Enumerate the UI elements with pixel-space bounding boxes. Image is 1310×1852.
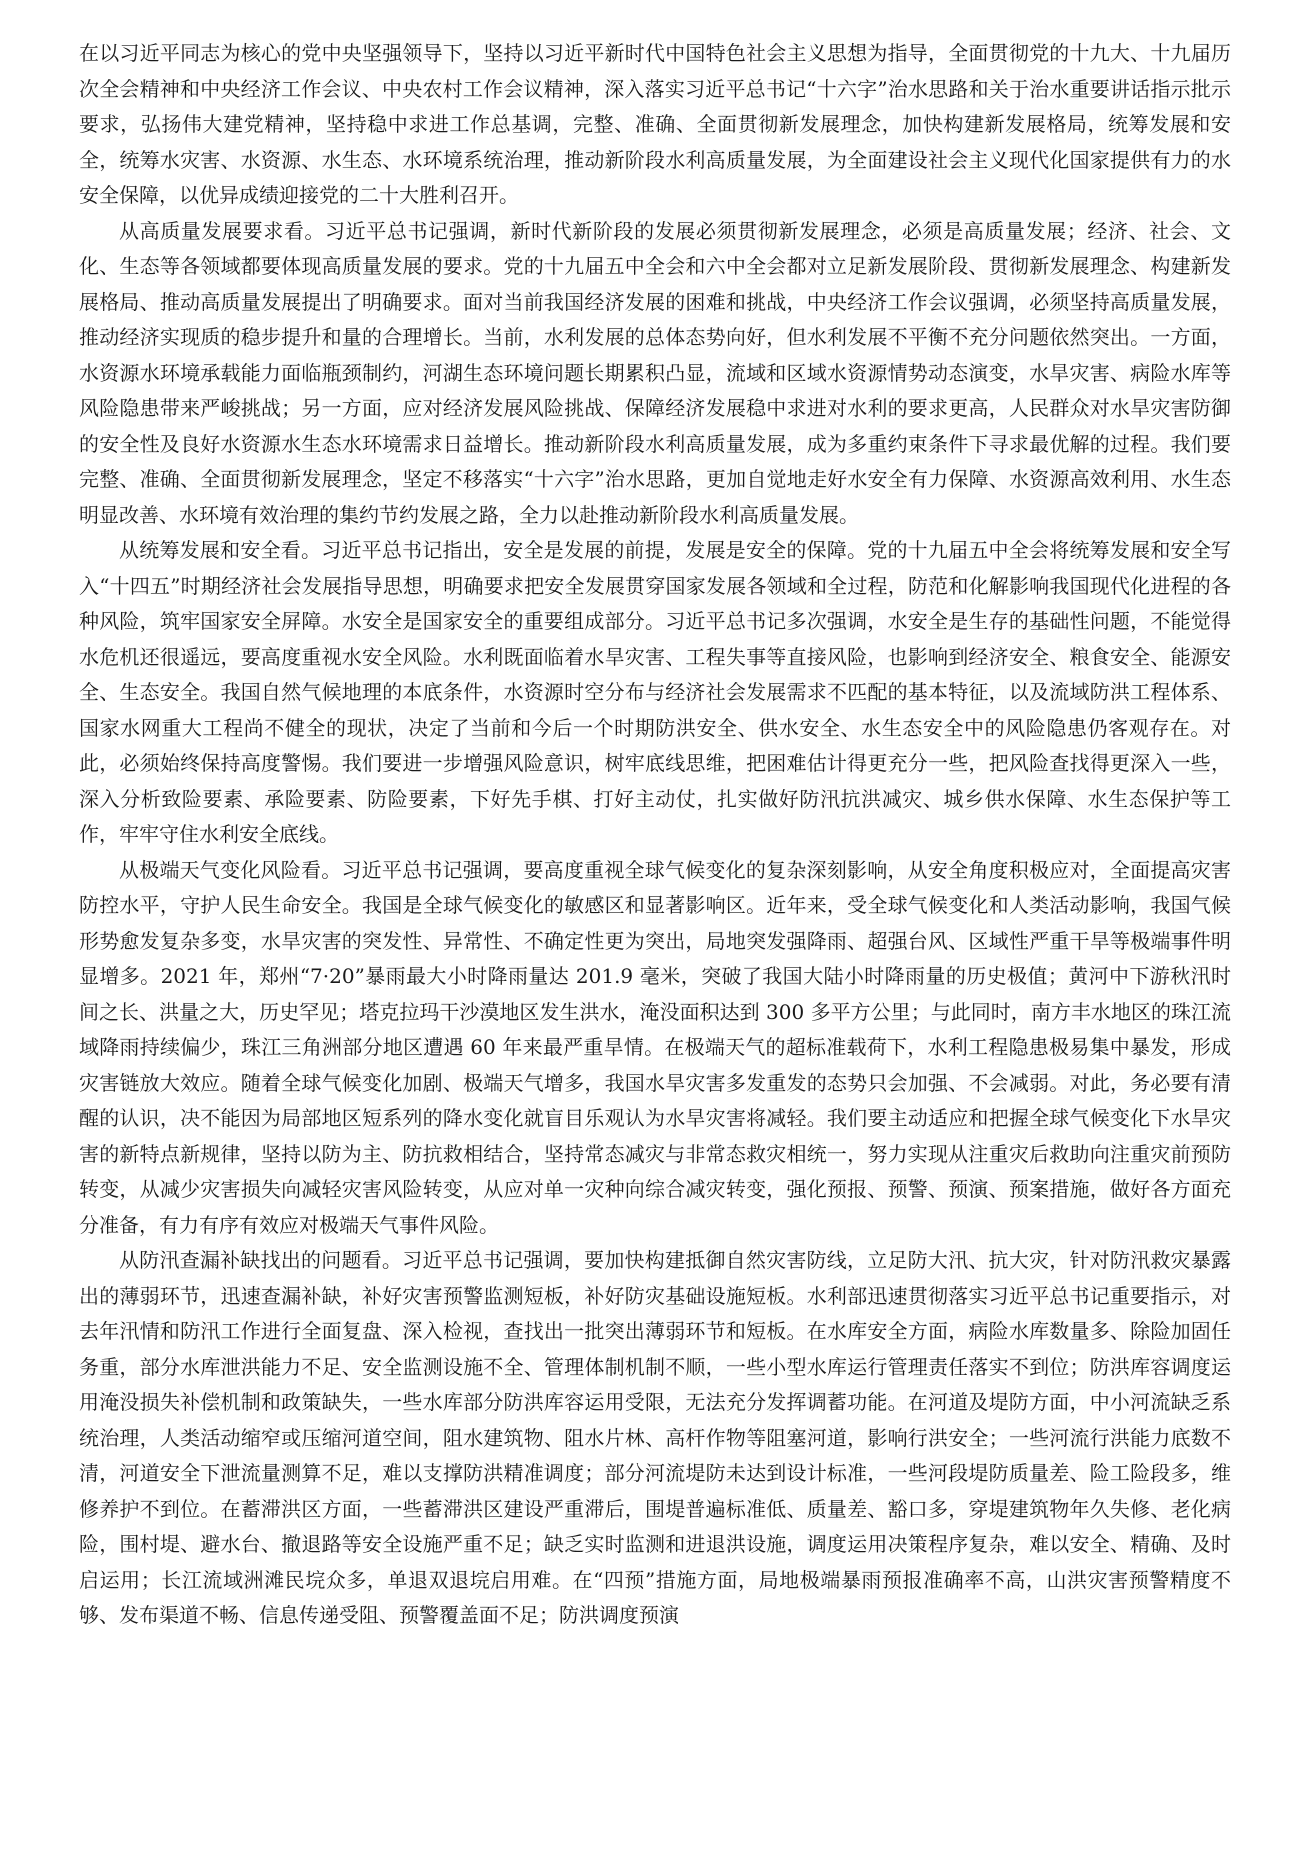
paragraph-flood-control-gaps: 从防汛查漏补缺找出的问题看。习近平总书记强调，要加快构建抵御自然灾害防线，立足防大汛、抗大灾，针对防汛救灾暴露出的薄弱环节，迅速查漏补缺，补好灾害预警监测短板，补好防灾基础设施短板。水利部迅速贯彻落实习近平总书记重要指示，对去年汛情和防汛工作进行全面复盘、深入检视，查找出一批突出薄弱环节和短板。在水库安全方面，病险水库数量多、除险加固任务重，部分水库泄洪能力不足、安全监测设施不全、管理体制机制不顺，一些小型水库运行管理责任落实不到位；防洪库容调度运用淹没损失补偿机制和政策缺失，一些水库部分防洪库容运用受限，无法充分发挥调蓄功能。在河道及堤防方面，中小河流缺乏系统治理，人类活动缩窄或压缩河道空间，阻水建筑物、阻水片林、高杆作物等阻塞河道，影响行洪安全；一些河流行洪能力底数不清，河道安全下泄流量测算不足，难以支撑防洪精准调度；部分河流堤防未达到设计标准，一些河段堤防质量差、险工险段多，维修养护不到位。在蓄滞洪区方面，一些蓄滞洪区建设严重滞后，围堤普遍标准低、质量差、豁口多，穿堤建筑物年久失修、老化病险，围村堤、避水台、撤退路等安全设施严重不足；缺乏实时监测和进退洪设施，调度运用决策程序复杂，难以安全、精确、及时启运用；长江流域洲滩民垸众多，单退双退垸启用难。在“四预”措施方面，局地极端暴雨预报准确率不高，山洪灾害预警精度不够、发布渠道不畅、信息传递受阻、预警覆盖面不足；防洪调度预演 <box>79 1248 1231 1627</box>
paragraph-high-quality-development: 从高质量发展要求看。习近平总书记强调，新时代新阶段的发展必须贯彻新发展理念，必须是高质量发展；经济、社会、文化、生态等各领域都要体现高质量发展的要求。党的十九届五中全会和六中全会都对立足新发展阶段、贯彻新发展理念、构建新发展格局、推动高质量发展提出了明确要求。面对当前我国经济发展的困难和挑战，中央经济工作会议强调，必须坚持高质量发展，推动经济实现质的稳步提升和量的合理增长。当前，水利发展的总体态势向好，但水利发展不平衡不充分问题依然突出。一方面，水资源水环境承载能力面临瓶颈制约，河湖生态环境问题长期累积凸显，流域和区域水资源情势动态演变，水旱灾害、病险水库等风险隐患带来严峻挑战；另一方面，应对经济发展风险挑战、保障经济发展稳中求进对水利的要求更高，人民群众对水旱灾害防御的安全性及良好水资源水生态水环境需求日益增长。推动新阶段水利高质量发展，成为多重约束条件下寻求最优解的过程。我们要完整、准确、全面贯彻新发展理念，坚定不移落实“十六字”治水思路，更加自觉地走好水安全有力保障、水资源高效利用、水生态明显改善、水环境有效治理的集约节约发展之路，全力以赴推动新阶段水利高质量发展。 <box>79 218 1231 527</box>
paragraph-development-and-security: 从统筹发展和安全看。习近平总书记指出，安全是发展的前提，发展是安全的保障。党的十九届五中全会将统筹发展和安全写入“十四五”时期经济社会发展指导思想，明确要求把安全发展贯穿国家发展各领域和全过程，防范和化解影响我国现代化进程的各种风险，筑牢国家安全屏障。水安全是国家安全的重要组成部分。习近平总书记多次强调，水安全是生存的基础性问题，不能觉得水危机还很遥远，要高度重视水安全风险。水利既面临着水旱灾害、工程失事等直接风险，也影响到经济安全、粮食安全、能源安全、生态安全。我国自然气候地理的本底条件，水资源时空分布与经济社会发展需求不匹配的基本特征，以及流域防洪工程体系、国家水网重大工程尚不健全的现状，决定了当前和今后一个时期防洪安全、供水安全、水生态安全中的风险隐患仍客观存在。对此，必须始终保持高度警惕。我们要进一步增强风险意识，树牢底线思维，把困难估计得更充分一些，把风险查找得更深入一些，深入分析致险要素、承险要素、防险要素，下好先手棋、打好主动仗，扎实做好防汛抗洪减灾、城乡供水保障、水生态保护等工作，牢牢守住水利安全底线。 <box>79 538 1231 846</box>
paragraph-intro: 在以习近平同志为核心的党中央坚强领导下，坚持以习近平新时代中国特色社会主义思想为指导，全面贯彻党的十九大、十九届历次全会精神和中央经济工作会议、中央农村工作会议精神，深入落实习近平总书记“十六字”治水思路和关于治水重要讲话指示批示要求，弘扬伟大建党精神，坚持稳中求进工作总基调，完整、准确、全面贯彻新发展理念，加快构建新发展格局，统筹发展和安全，统筹水灾害、水资源、水生态、水环境系统治理，推动新阶段水利高质量发展，为全面建设社会主义现代化国家提供有力的水安全保障，以优异成绩迎接党的二十大胜利召开。 <box>79 41 1231 207</box>
paragraph-extreme-weather-risk: 从极端天气变化风险看。习近平总书记强调，要高度重视全球气候变化的复杂深刻影响，从安全角度积极应对，全面提高灾害防控水平，守护人民生命安全。我国是全球气候变化的敏感区和显著影响区。近年来，受全球气候变化和人类活动影响，我国气候形势愈发复杂多变，水旱灾害的突发性、异常性、不确定性更为突出，局地突发强降雨、超强台风、区域性严重干旱等极端事件明显增多。2021 年，郑州“7·20”暴雨最大小时降雨量达 201.9 毫米，突破了我国大陆小时降雨量的历史极值；黄河中下游秋汛时间之长、洪量之大，历史罕见；塔克拉玛干沙漠地区发生洪水，淹没面积达到 300 多平方公里；与此同时，南方丰水地区的珠江流域降雨持续偏少，珠江三角洲部分地区遭遇 60 年来最严重旱情。在极端天气的超标准载荷下，水利工程隐患极易集中暴发，形成灾害链放大效应。随着全球气候变化加剧、极端天气增多，我国水旱灾害多发重发的态势只会加强、不会减弱。对此，务必要有清醒的认识，决不能因为局部地区短系列的降水变化就盲目乐观认为水旱灾害将减轻。我们要主动适应和把握全球气候变化下水旱灾害的新特点新规律，坚持以防为主、防抗救相结合，坚持常态减灾与非常态救灾相统一，努力实现从注重灾后救助向注重灾前预防转变，从减少灾害损失向减轻灾害风险转变，从应对单一灾种向综合减灾转变，强化预报、预警、预演、预案措施，做好各方面充分准备，有力有序有效应对极端天气事件风险。 <box>79 857 1231 1237</box>
document-page <box>79 36 1231 1634</box>
